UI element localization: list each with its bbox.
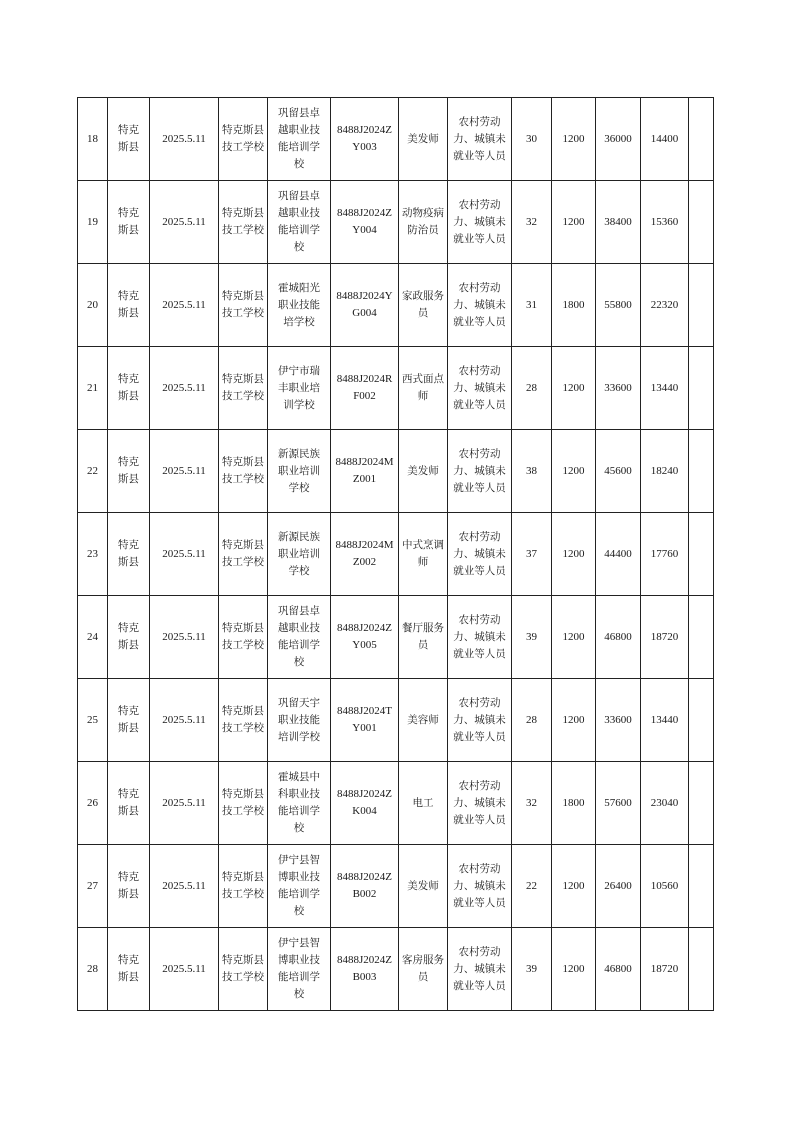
row-number: 20 xyxy=(78,264,108,347)
trainee-count-cell: 28 xyxy=(512,679,552,762)
remark-cell xyxy=(689,98,714,181)
unit-price-cell: 1200 xyxy=(552,845,596,928)
school-cell: 巩留县卓越职业技能培训学校 xyxy=(268,181,331,264)
unit-price-cell: 1200 xyxy=(552,513,596,596)
total-amount-cell: 44400 xyxy=(596,513,641,596)
unit-price-cell: 1200 xyxy=(552,98,596,181)
trainee-count-cell: 32 xyxy=(512,181,552,264)
total-amount-cell: 33600 xyxy=(596,679,641,762)
table-row xyxy=(78,596,714,679)
subsidy-amount-cell: 18720 xyxy=(641,928,689,1011)
total-amount-cell: 45600 xyxy=(596,430,641,513)
trainee-count-cell: 32 xyxy=(512,762,552,845)
target-group-cell: 农村劳动力、城镇未就业等人员 xyxy=(448,264,512,347)
remark-cell xyxy=(689,679,714,762)
date-cell: 2025.5.11 xyxy=(150,845,219,928)
target-group-cell: 农村劳动力、城镇未就业等人员 xyxy=(448,762,512,845)
county-cell: 特克斯县 xyxy=(108,762,150,845)
school-cell: 新源民族职业培训学校 xyxy=(268,430,331,513)
date-cell: 2025.5.11 xyxy=(150,347,219,430)
class-code-cell: 8488J2024ZY004 xyxy=(331,181,399,264)
trade-cell: 西式面点师 xyxy=(399,347,448,430)
table-row xyxy=(78,264,714,347)
remark-cell xyxy=(689,430,714,513)
trainee-count-cell: 38 xyxy=(512,430,552,513)
county-cell: 特克斯县 xyxy=(108,98,150,181)
unit-price-cell: 1200 xyxy=(552,181,596,264)
school-cell: 霍城阳光职业技能培学校 xyxy=(268,264,331,347)
target-group-cell: 农村劳动力、城镇未就业等人员 xyxy=(448,679,512,762)
date-cell: 2025.5.11 xyxy=(150,264,219,347)
row-number: 22 xyxy=(78,430,108,513)
table-row xyxy=(78,762,714,845)
school-cell: 伊宁市瑞丰职业培训学校 xyxy=(268,347,331,430)
date-cell: 2025.5.11 xyxy=(150,928,219,1011)
table-row xyxy=(78,928,714,1011)
row-number: 27 xyxy=(78,845,108,928)
table-row xyxy=(78,430,714,513)
date-cell: 2025.5.11 xyxy=(150,596,219,679)
trainee-count-cell: 22 xyxy=(512,845,552,928)
organizer-cell: 特克斯县技工学校 xyxy=(219,347,268,430)
trade-cell: 中式烹调师 xyxy=(399,513,448,596)
remark-cell xyxy=(689,762,714,845)
unit-price-cell: 1200 xyxy=(552,928,596,1011)
class-code-cell: 8488J2024MZ001 xyxy=(331,430,399,513)
unit-price-cell: 1200 xyxy=(552,430,596,513)
training-subsidy-table xyxy=(77,97,714,1011)
subsidy-amount-cell: 13440 xyxy=(641,679,689,762)
remark-cell xyxy=(689,347,714,430)
trainee-count-cell: 39 xyxy=(512,596,552,679)
organizer-cell: 特克斯县技工学校 xyxy=(219,928,268,1011)
county-cell: 特克斯县 xyxy=(108,347,150,430)
row-number: 25 xyxy=(78,679,108,762)
total-amount-cell: 26400 xyxy=(596,845,641,928)
remark-cell xyxy=(689,181,714,264)
remark-cell xyxy=(689,596,714,679)
row-number: 21 xyxy=(78,347,108,430)
target-group-cell: 农村劳动力、城镇未就业等人员 xyxy=(448,845,512,928)
organizer-cell: 特克斯县技工学校 xyxy=(219,845,268,928)
class-code-cell: 8488J2024YG004 xyxy=(331,264,399,347)
unit-price-cell: 1200 xyxy=(552,596,596,679)
class-code-cell: 8488J2024RF002 xyxy=(331,347,399,430)
organizer-cell: 特克斯县技工学校 xyxy=(219,513,268,596)
subsidy-amount-cell: 18720 xyxy=(641,596,689,679)
total-amount-cell: 46800 xyxy=(596,928,641,1011)
target-group-cell: 农村劳动力、城镇未就业等人员 xyxy=(448,596,512,679)
county-cell: 特克斯县 xyxy=(108,181,150,264)
county-cell: 特克斯县 xyxy=(108,430,150,513)
unit-price-cell: 1200 xyxy=(552,679,596,762)
school-cell: 伊宁县智博职业技能培训学校 xyxy=(268,845,331,928)
total-amount-cell: 57600 xyxy=(596,762,641,845)
row-number: 26 xyxy=(78,762,108,845)
trade-cell: 动物疫病防治员 xyxy=(399,181,448,264)
trade-cell: 美容师 xyxy=(399,679,448,762)
trade-cell: 餐厅服务员 xyxy=(399,596,448,679)
trade-cell: 客房服务员 xyxy=(399,928,448,1011)
trade-cell: 美发师 xyxy=(399,98,448,181)
date-cell: 2025.5.11 xyxy=(150,679,219,762)
subsidy-amount-cell: 14400 xyxy=(641,98,689,181)
table-row xyxy=(78,98,714,181)
total-amount-cell: 33600 xyxy=(596,347,641,430)
class-code-cell: 8488J2024MZ002 xyxy=(331,513,399,596)
target-group-cell: 农村劳动力、城镇未就业等人员 xyxy=(448,928,512,1011)
trade-cell: 美发师 xyxy=(399,430,448,513)
table-row xyxy=(78,347,714,430)
subsidy-amount-cell: 17760 xyxy=(641,513,689,596)
total-amount-cell: 55800 xyxy=(596,264,641,347)
remark-cell xyxy=(689,513,714,596)
unit-price-cell: 1200 xyxy=(552,347,596,430)
remark-cell xyxy=(689,845,714,928)
trainee-count-cell: 28 xyxy=(512,347,552,430)
organizer-cell: 特克斯县技工学校 xyxy=(219,596,268,679)
target-group-cell: 农村劳动力、城镇未就业等人员 xyxy=(448,513,512,596)
total-amount-cell: 36000 xyxy=(596,98,641,181)
total-amount-cell: 38400 xyxy=(596,181,641,264)
county-cell: 特克斯县 xyxy=(108,928,150,1011)
subsidy-amount-cell: 13440 xyxy=(641,347,689,430)
remark-cell xyxy=(689,264,714,347)
subsidy-amount-cell: 10560 xyxy=(641,845,689,928)
organizer-cell: 特克斯县技工学校 xyxy=(219,430,268,513)
class-code-cell: 8488J2024ZB003 xyxy=(331,928,399,1011)
target-group-cell: 农村劳动力、城镇未就业等人员 xyxy=(448,98,512,181)
subsidy-amount-cell: 18240 xyxy=(641,430,689,513)
trainee-count-cell: 37 xyxy=(512,513,552,596)
school-cell: 巩留县卓越职业技能培训学校 xyxy=(268,596,331,679)
class-code-cell: 8488J2024ZK004 xyxy=(331,762,399,845)
table-body xyxy=(78,98,714,1011)
class-code-cell: 8488J2024ZY005 xyxy=(331,596,399,679)
remark-cell xyxy=(689,928,714,1011)
date-cell: 2025.5.11 xyxy=(150,181,219,264)
subsidy-amount-cell: 15360 xyxy=(641,181,689,264)
county-cell: 特克斯县 xyxy=(108,596,150,679)
organizer-cell: 特克斯县技工学校 xyxy=(219,181,268,264)
school-cell: 霍城县中科职业技能培训学校 xyxy=(268,762,331,845)
total-amount-cell: 46800 xyxy=(596,596,641,679)
row-number: 18 xyxy=(78,98,108,181)
trainee-count-cell: 39 xyxy=(512,928,552,1011)
organizer-cell: 特克斯县技工学校 xyxy=(219,98,268,181)
unit-price-cell: 1800 xyxy=(552,264,596,347)
class-code-cell: 8488J2024TY001 xyxy=(331,679,399,762)
target-group-cell: 农村劳动力、城镇未就业等人员 xyxy=(448,430,512,513)
school-cell: 伊宁县智博职业技能培训学校 xyxy=(268,928,331,1011)
row-number: 23 xyxy=(78,513,108,596)
date-cell: 2025.5.11 xyxy=(150,513,219,596)
county-cell: 特克斯县 xyxy=(108,264,150,347)
unit-price-cell: 1800 xyxy=(552,762,596,845)
table-row xyxy=(78,181,714,264)
row-number: 24 xyxy=(78,596,108,679)
class-code-cell: 8488J2024ZB002 xyxy=(331,845,399,928)
table-row xyxy=(78,679,714,762)
date-cell: 2025.5.11 xyxy=(150,430,219,513)
organizer-cell: 特克斯县技工学校 xyxy=(219,762,268,845)
organizer-cell: 特克斯县技工学校 xyxy=(219,679,268,762)
school-cell: 新源民族职业培训学校 xyxy=(268,513,331,596)
trade-cell: 家政服务员 xyxy=(399,264,448,347)
subsidy-amount-cell: 23040 xyxy=(641,762,689,845)
date-cell: 2025.5.11 xyxy=(150,98,219,181)
county-cell: 特克斯县 xyxy=(108,679,150,762)
class-code-cell: 8488J2024ZY003 xyxy=(331,98,399,181)
subsidy-amount-cell: 22320 xyxy=(641,264,689,347)
table-row xyxy=(78,845,714,928)
school-cell: 巩留县卓越职业技能培训学校 xyxy=(268,98,331,181)
organizer-cell: 特克斯县技工学校 xyxy=(219,264,268,347)
trade-cell: 美发师 xyxy=(399,845,448,928)
trainee-count-cell: 30 xyxy=(512,98,552,181)
school-cell: 巩留天宇职业技能培训学校 xyxy=(268,679,331,762)
row-number: 19 xyxy=(78,181,108,264)
row-number: 28 xyxy=(78,928,108,1011)
trainee-count-cell: 31 xyxy=(512,264,552,347)
trade-cell: 电工 xyxy=(399,762,448,845)
target-group-cell: 农村劳动力、城镇未就业等人员 xyxy=(448,347,512,430)
target-group-cell: 农村劳动力、城镇未就业等人员 xyxy=(448,181,512,264)
county-cell: 特克斯县 xyxy=(108,513,150,596)
table-row xyxy=(78,513,714,596)
county-cell: 特克斯县 xyxy=(108,845,150,928)
date-cell: 2025.5.11 xyxy=(150,762,219,845)
